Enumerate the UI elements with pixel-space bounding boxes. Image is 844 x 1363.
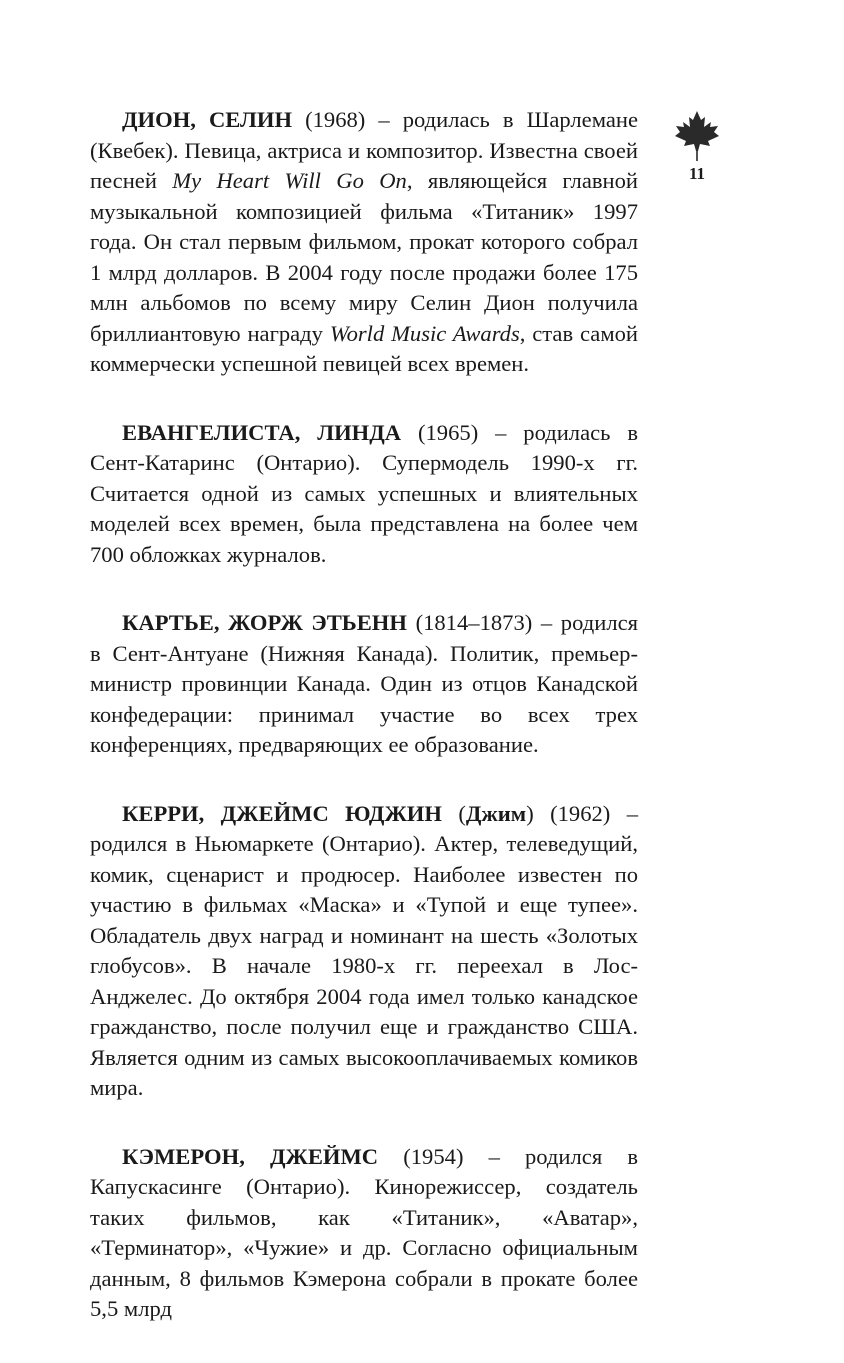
entry-evangelista bbox=[90, 418, 638, 571]
maple-leaf-icon bbox=[674, 110, 720, 162]
text-column bbox=[90, 105, 638, 1363]
entry-text: , являющейся главной музыкальной композицией фильма «Титаник» 1997 года. Он стал первым фильмом, прокат которого собрал 1 млрд долларов. В 2004 году после продажи более 175 млн альбомов по всему миру Селин Дион получила бриллиантовую награду bbox=[90, 168, 638, 346]
entry-name: ДИОН, СЕЛИН bbox=[122, 107, 293, 132]
entry-cameron bbox=[90, 1142, 638, 1325]
entry-name: КЭМЕРОН, ДЖЕЙМС bbox=[122, 1143, 379, 1169]
entry-years: (1968) bbox=[305, 107, 366, 132]
entry-years: (1965) bbox=[417, 419, 479, 445]
song-title: My Heart Will Go On bbox=[172, 168, 407, 193]
entry-years: (1962) bbox=[533, 800, 611, 826]
entry-years: (1814–1873) bbox=[415, 610, 533, 635]
entry-name: КАРТЬЕ, ЖОРЖ ЭТЬЕНН bbox=[122, 610, 407, 635]
entry-text: – родился в Ньюмаркете (Онтарио). Актер, телеведущий, комик, сценарист и продюсер. Наиболее известен по участию в фильмах «Маска» и «Тупой и еще тупее». Обладатель двух наград и номинант на шесть «Золотых глобусов». В начале 1980-х гг. переехал в Лос-Анджелес. До октября 2004 года имел только канадское гражданство, после получил еще и гражданство США. Является одним из самых высокооплачиваемых комиков мира. bbox=[90, 800, 638, 1100]
award-title: World Music Awards bbox=[329, 320, 520, 346]
entry-text: – родилась в Шарлемане (Квебек). Певица, актриса и композитор. Известна своей песней bbox=[90, 107, 639, 193]
entry-text: – родился в Капускасинге (Онтарио). Кинорежиссер, создатель таких фильмов, как «Титаник», «Аватар», «Терминатор», «Чужие» и др. Согласно официальным данным, 8 фильмов Кэмерона собрали в прокате более 5,5 млрд bbox=[90, 1143, 638, 1321]
entry-cartier bbox=[90, 608, 638, 761]
page-marker bbox=[668, 110, 726, 184]
entry-nickname: Джим bbox=[465, 800, 527, 826]
entry-name: КЕРРИ, ДЖЕЙМС ЮДЖИН bbox=[122, 800, 442, 826]
entry-paren-close: ) bbox=[526, 800, 534, 826]
entry-text: – родилась в Сент-Катаринс (Онтарио). Супермодель 1990-х гг. Считается одной из самых успешных и влиятельных моделей всех времен, была представлена на более чем 700 обложках журналов. bbox=[90, 419, 638, 567]
entry-text: , став самой коммерчески успешной певицей всех времен. bbox=[90, 320, 638, 376]
page-number: 11 bbox=[688, 164, 706, 183]
entry-text: – родился в Сент-Антуане (Нижняя Канада). Политик, премьер-министр провинции Канада. Один из отцов Канадской конфедерации: принимал участие во всех трех конференциях, предваряющих ее образование. bbox=[90, 610, 639, 757]
entry-years: (1954) bbox=[403, 1143, 464, 1169]
entry-carrey bbox=[90, 799, 638, 1104]
entry-dion bbox=[90, 105, 638, 380]
entry-name: ЕВАНГЕЛИСТА, ЛИНДА bbox=[122, 419, 402, 445]
entry-paren-open: ( bbox=[441, 800, 466, 826]
